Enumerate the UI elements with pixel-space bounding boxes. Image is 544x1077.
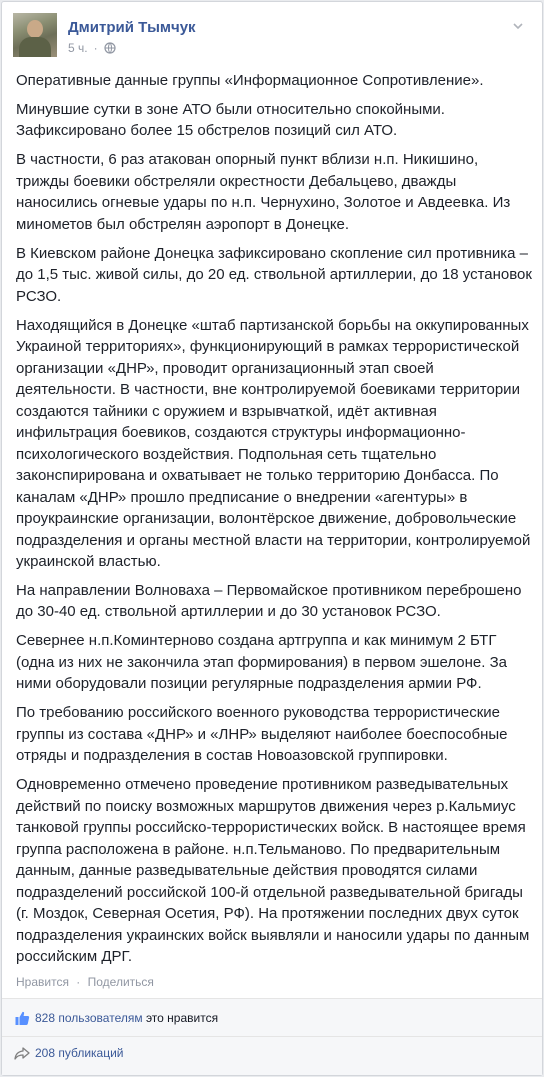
post-paragraph: Одновременно отмечено проведение противником разведывательных действий по поиску возможных маршрутов движения через р.Кальмиус танковой группы российско-террористических войск. В настоящее время группа расположена в районе. н.п.Тельманово. По предварительным данным, данные разведывательные действия проводятся силами подразделений российской 100-й отдельной разведывательной бригады (г. Моздок, Северная Осетия, РФ). На протяжении последних двух суток подразделения украинских войск выявляли и наносили удары по данным российским ДРГ. — [16, 776, 530, 966]
author-name[interactable]: Дмитрий Тымчук — [68, 19, 196, 36]
post-paragraph: Оперативные данные группы «Информационное Сопротивление». — [16, 72, 484, 89]
avatar[interactable] — [13, 13, 57, 57]
post-paragraph: На направлении Волноваха – Первомайское противником переброшено до 30-40 ед. ствольной артиллерии и до 30 установок РСЗО. — [16, 581, 522, 621]
likes-row — [14, 1010, 530, 1026]
shares-row — [14, 1045, 530, 1061]
post-paragraph: В частности, 6 раз атакован опорный пункт вблизи н.п. Никишино, трижды боевики обстреляли окрестности Дебальцево, дважды наносились огневые удары по н.п. Чернухино, Золотое и Авдеевка. Из минометов был обстрелян аэропорт в Донецке. — [16, 151, 511, 233]
post-time[interactable]: 5 ч. — [68, 41, 88, 55]
post-paragraph: В Киевском районе Донецка зафиксировано скопление сил противника – до 1,5 тыс. живой силы, до 20 ед. ствольной артиллерии, до 18 установок РСЗО. — [16, 244, 532, 305]
post-paragraph: По требованию российского военного руководства террористические группы из состава «ДНР» и «ЛНР» выделяют наиболее боеспособные отряды и подразделения в состав Новоазовской группировки. — [16, 704, 508, 765]
globe-icon[interactable] — [104, 42, 116, 54]
avatar-body — [19, 37, 51, 57]
post-paragraph: Севернее н.п.Коминтерново создана артгруппа и как минимум 2 БТГ (одна из них не закончила этап формирования) в первом эшелоне. За ними оборудовали позиции регулярные подразделения армии РФ. — [16, 632, 508, 693]
post-text — [16, 70, 534, 975]
post-card — [1, 1, 543, 1076]
post-meta — [68, 41, 116, 55]
shares-count-link[interactable]: 208 публикаций — [35, 1046, 124, 1060]
post-paragraph: Находящийся в Донецке «штаб партизанской борьбы на оккупированных Украиной территориях», функционирующий в рамках террористической организации «ДНР», проводит организационный этап своей деятельности. В частности, вне контролируемой боевиками территории создаются тайники с оружием и взрывчаткой, идёт активная инфильтрация боевиков, создаются структуры информационно-психологического воздействия. Подпольная сеть тщательно законспирирована и охватывает не только территорию Донбасса. По каналам «ДНР» прошло предписание о внедрении «агентуры» в проукраинские организации, волонтёрское движение, добровольческие подразделения и органы местной власти на территории, контролируемой украинской властью. — [16, 316, 531, 571]
share-arrow-icon — [14, 1045, 30, 1061]
post-header — [13, 13, 531, 63]
actions-separator: · — [76, 975, 81, 989]
post-actions — [16, 975, 154, 989]
avatar-head — [27, 20, 43, 38]
share-link[interactable]: Поделиться — [87, 975, 154, 989]
chevron-down-icon[interactable] — [511, 19, 525, 33]
like-link[interactable]: Нравится — [16, 975, 69, 989]
post-paragraph: Минувшие сутки в зоне АТО были относительно спокойными. Зафиксировано более 15 обстрелов позиций сил АТО. — [16, 100, 445, 140]
post-footer — [2, 998, 542, 1075]
footer-divider — [2, 1036, 542, 1037]
meta-separator: · — [93, 41, 98, 55]
thumbs-up-icon — [14, 1010, 30, 1026]
likes-suffix: это нравится — [142, 1011, 219, 1025]
likes-count-link[interactable]: 828 пользователям — [35, 1011, 143, 1025]
